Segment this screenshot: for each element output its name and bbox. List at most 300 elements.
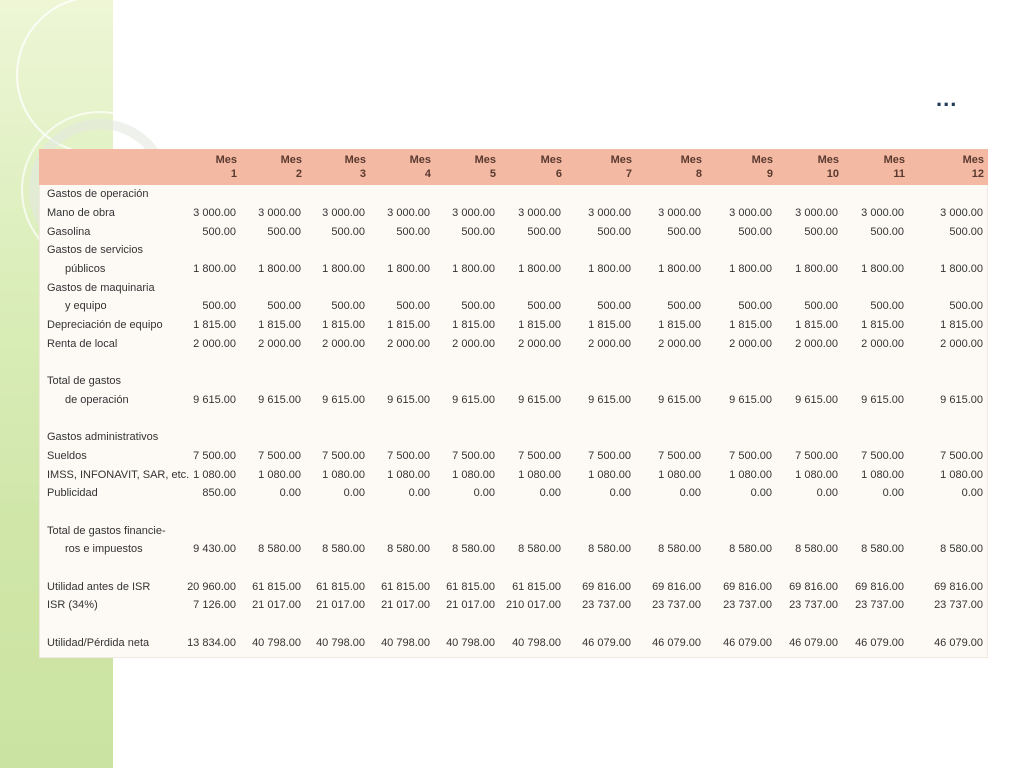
table-cell: 0.00	[750, 487, 772, 500]
table-cell	[706, 428, 777, 447]
table-cell	[777, 428, 843, 447]
table-cell	[843, 428, 909, 447]
table-cell: 1 080.00	[658, 468, 701, 481]
table-cell: 1 800.00	[588, 263, 631, 276]
table-cell: 3 000.00	[387, 207, 430, 220]
table-cell: 2 000.00	[940, 337, 983, 350]
expenses-table	[39, 149, 988, 652]
table-cell	[500, 503, 566, 522]
table-cell: 500.00	[527, 300, 561, 313]
table-cell: 1 800.00	[795, 263, 838, 276]
table-cell	[370, 241, 435, 260]
table-cell: 61 815.00	[252, 580, 301, 593]
table-cell: 8 580.00	[940, 543, 983, 556]
table-cell: 500.00	[331, 225, 365, 238]
row-label	[39, 503, 179, 522]
table-cell: 500.00	[396, 300, 430, 313]
month-header-label: Mes	[215, 154, 237, 166]
table-row	[39, 335, 988, 354]
table-cell	[179, 185, 241, 204]
table-cell: 8 580.00	[729, 543, 772, 556]
table-cell: 0.00	[279, 487, 301, 500]
table-cell	[909, 278, 988, 297]
table-cell: 3 000.00	[658, 207, 701, 220]
table-cell	[179, 278, 241, 297]
table-cell	[566, 353, 636, 372]
table-row	[39, 278, 988, 297]
table-cell: 8 580.00	[658, 543, 701, 556]
table-cell: 46 079.00	[789, 636, 838, 649]
row-label: Depreciación de equipo	[47, 319, 163, 332]
table-cell: 8 580.00	[861, 543, 904, 556]
table-cell	[306, 241, 370, 260]
month-header-label: Mes	[409, 154, 431, 166]
table-cell	[777, 521, 843, 540]
table-cell	[370, 559, 435, 578]
month-header	[306, 149, 370, 185]
table-cell: 8 580.00	[322, 543, 365, 556]
table-cell: 61 815.00	[446, 580, 495, 593]
month-header	[706, 149, 777, 185]
table-cell	[636, 278, 706, 297]
table-cell: 7 500.00	[387, 449, 430, 462]
table-cell	[706, 353, 777, 372]
table-cell: 500.00	[597, 225, 631, 238]
table-cell	[500, 409, 566, 428]
table-cell: 500.00	[527, 225, 561, 238]
table-cell	[435, 503, 500, 522]
table-cell	[636, 353, 706, 372]
month-header-number: 12	[971, 168, 984, 180]
table-cell	[179, 559, 241, 578]
table-cell	[241, 241, 306, 260]
table-cell	[306, 278, 370, 297]
row-label	[39, 559, 179, 578]
table-cell: 1 800.00	[452, 263, 495, 276]
table-cell	[909, 241, 988, 260]
table-cell: 23 737.00	[934, 599, 983, 612]
table-cell	[566, 503, 636, 522]
table-cell	[706, 615, 777, 634]
table-cell: 1 815.00	[940, 319, 983, 332]
table-cell: 1 815.00	[452, 319, 495, 332]
table-cell	[370, 503, 435, 522]
table-cell	[306, 372, 370, 391]
table-cell	[370, 521, 435, 540]
table-cell	[179, 503, 241, 522]
table-cell	[306, 353, 370, 372]
table-cell: 40 798.00	[446, 636, 495, 649]
table-cell: 1 800.00	[258, 263, 301, 276]
table-cell	[500, 353, 566, 372]
table-cell: 21 017.00	[252, 599, 301, 612]
table-cell: 9 615.00	[658, 393, 701, 406]
table-cell: 1 080.00	[387, 468, 430, 481]
table-cell	[435, 521, 500, 540]
table-cell: 3 000.00	[588, 207, 631, 220]
table-cell: 3 000.00	[861, 207, 904, 220]
table-cell	[566, 615, 636, 634]
month-header-label: Mes	[540, 154, 562, 166]
table-cell	[706, 559, 777, 578]
table-row	[39, 391, 988, 410]
header-first-col	[39, 149, 179, 185]
table-cell	[636, 185, 706, 204]
table-cell: 500.00	[870, 300, 904, 313]
table-cell	[636, 559, 706, 578]
table-row	[39, 204, 988, 223]
month-header-number: 5	[489, 168, 496, 180]
table-cell: 2 000.00	[658, 337, 701, 350]
table-row	[39, 484, 988, 503]
table-cell: 69 816.00	[652, 580, 701, 593]
table-cell: 69 816.00	[723, 580, 772, 593]
table-cell: 500.00	[949, 225, 983, 238]
month-header	[843, 149, 909, 185]
table-cell: 1 815.00	[795, 319, 838, 332]
table-cell: 20 960.00	[187, 580, 236, 593]
table-cell	[636, 241, 706, 260]
month-header-number: 3	[359, 168, 366, 180]
table-cell	[777, 353, 843, 372]
table-cell: 46 079.00	[934, 636, 983, 649]
table-cell: 7 126.00	[193, 599, 236, 612]
table-cell	[500, 278, 566, 297]
table-cell: 23 737.00	[723, 599, 772, 612]
table-cell: 1 080.00	[729, 468, 772, 481]
table-cell	[909, 372, 988, 391]
row-label	[39, 615, 179, 634]
table-cell: 8 580.00	[518, 543, 561, 556]
table-cell: 3 000.00	[940, 207, 983, 220]
table-cell	[843, 278, 909, 297]
table-cell: 500.00	[597, 300, 631, 313]
table-cell: 3 000.00	[518, 207, 561, 220]
table-row	[39, 185, 988, 204]
table-cell	[241, 353, 306, 372]
month-header-number: 1	[230, 168, 237, 180]
table-cell: 9 615.00	[258, 393, 301, 406]
table-cell	[370, 409, 435, 428]
table-cell	[435, 372, 500, 391]
slide-ellipsis: ...	[936, 86, 958, 111]
table-row	[39, 222, 988, 241]
table-cell: 1 080.00	[588, 468, 631, 481]
table-cell	[777, 372, 843, 391]
table-cell: 210 017.00	[505, 599, 561, 612]
table-cell: 0.00	[408, 487, 430, 500]
table-cell	[435, 241, 500, 260]
table-cell	[435, 278, 500, 297]
table-cell	[500, 559, 566, 578]
month-header	[435, 149, 500, 185]
table-cell	[306, 521, 370, 540]
row-label: ISR (34%)	[47, 599, 98, 612]
table-cell: 9 615.00	[795, 393, 838, 406]
month-header-number: 4	[424, 168, 431, 180]
table-cell	[909, 353, 988, 372]
table-cell: 9 430.00	[193, 543, 236, 556]
table-cell	[566, 521, 636, 540]
row-label: públicos	[65, 263, 106, 276]
row-label	[39, 353, 179, 372]
table-cell	[777, 185, 843, 204]
table-cell: 500.00	[738, 225, 772, 238]
table-cell: 1 800.00	[193, 263, 236, 276]
table-cell	[636, 521, 706, 540]
table-cell: 1 080.00	[452, 468, 495, 481]
table-cell	[909, 409, 988, 428]
row-label	[39, 409, 179, 428]
table-cell	[843, 185, 909, 204]
table-cell: 0.00	[882, 487, 904, 500]
table-cell	[706, 521, 777, 540]
table-row	[39, 409, 988, 428]
month-header-number: 8	[695, 168, 702, 180]
table-cell	[706, 409, 777, 428]
table-cell: 7 500.00	[658, 449, 701, 462]
table-cell	[777, 278, 843, 297]
row-label: Gastos administrativos	[47, 431, 159, 444]
table-cell: 9 615.00	[861, 393, 904, 406]
table-cell	[843, 241, 909, 260]
table-cell	[706, 503, 777, 522]
table-cell	[241, 428, 306, 447]
month-header	[636, 149, 706, 185]
row-label: Gastos de servicios	[47, 244, 143, 257]
table-cell	[435, 185, 500, 204]
month-header	[566, 149, 636, 185]
table-cell: 1 080.00	[193, 468, 236, 481]
month-header-label: Mes	[962, 154, 984, 166]
table-cell	[706, 372, 777, 391]
row-label: Gastos de operación	[47, 188, 149, 201]
month-header-label: Mes	[280, 154, 302, 166]
table-cell	[500, 372, 566, 391]
table-cell	[500, 521, 566, 540]
table-row	[39, 615, 988, 634]
table-cell: 46 079.00	[723, 636, 772, 649]
table-cell: 9 615.00	[518, 393, 561, 406]
table-cell	[241, 615, 306, 634]
table-row	[39, 260, 988, 279]
table-cell	[777, 559, 843, 578]
table-cell	[909, 428, 988, 447]
table-cell	[241, 278, 306, 297]
table-cell	[241, 559, 306, 578]
table-cell	[843, 615, 909, 634]
table-cell: 69 816.00	[789, 580, 838, 593]
table-cell: 500.00	[667, 300, 701, 313]
table-cell	[777, 503, 843, 522]
table-cell: 61 815.00	[381, 580, 430, 593]
table-cell: 40 798.00	[381, 636, 430, 649]
table-cell: 2 000.00	[322, 337, 365, 350]
row-label: Total de gastos	[47, 375, 121, 388]
table-cell	[566, 559, 636, 578]
table-cell	[179, 353, 241, 372]
table-cell	[306, 428, 370, 447]
table-cell	[909, 521, 988, 540]
table-cell: 40 798.00	[512, 636, 561, 649]
table-cell: 21 017.00	[316, 599, 365, 612]
table-row	[39, 465, 988, 484]
table-cell	[706, 278, 777, 297]
table-cell: 500.00	[202, 225, 236, 238]
table-cell: 1 815.00	[861, 319, 904, 332]
table-cell	[370, 615, 435, 634]
table-cell	[435, 559, 500, 578]
table-cell: 1 080.00	[795, 468, 838, 481]
table-cell	[370, 428, 435, 447]
financial-table-image	[39, 149, 988, 658]
month-header-label: Mes	[680, 154, 702, 166]
month-header-number: 2	[295, 168, 302, 180]
table-cell	[435, 353, 500, 372]
table-cell	[566, 372, 636, 391]
table-cell: 69 816.00	[855, 580, 904, 593]
table-cell	[909, 559, 988, 578]
row-label: Sueldos	[47, 449, 87, 462]
table-cell: 1 815.00	[658, 319, 701, 332]
table-body	[39, 185, 988, 652]
table-row	[39, 297, 988, 316]
table-cell: 1 815.00	[322, 319, 365, 332]
table-cell: 1 815.00	[258, 319, 301, 332]
table-cell	[500, 185, 566, 204]
table-cell: 1 800.00	[322, 263, 365, 276]
table-row	[39, 503, 988, 522]
table-cell	[566, 241, 636, 260]
table-cell	[306, 185, 370, 204]
table-cell: 7 500.00	[193, 449, 236, 462]
table-cell: 2 000.00	[795, 337, 838, 350]
table-cell: 7 500.00	[588, 449, 631, 462]
month-header	[500, 149, 566, 185]
month-header-label: Mes	[751, 154, 773, 166]
table-cell	[636, 409, 706, 428]
table-cell: 1 800.00	[658, 263, 701, 276]
row-label: Utilidad antes de ISR	[47, 580, 151, 593]
month-header	[179, 149, 241, 185]
table-cell: 2 000.00	[729, 337, 772, 350]
table-cell: 3 000.00	[322, 207, 365, 220]
table-cell	[179, 241, 241, 260]
table-cell	[636, 503, 706, 522]
table-cell: 3 000.00	[729, 207, 772, 220]
table-cell	[435, 409, 500, 428]
table-cell	[566, 428, 636, 447]
table-cell: 1 815.00	[193, 319, 236, 332]
table-cell	[843, 559, 909, 578]
month-header-label: Mes	[883, 154, 905, 166]
table-cell	[306, 559, 370, 578]
table-cell: 9 615.00	[387, 393, 430, 406]
table-cell	[241, 185, 306, 204]
table-cell: 8 580.00	[452, 543, 495, 556]
table-cell: 500.00	[331, 300, 365, 313]
table-cell: 61 815.00	[512, 580, 561, 593]
month-header-label: Mes	[344, 154, 366, 166]
table-cell: 9 615.00	[940, 393, 983, 406]
table-row	[39, 428, 988, 447]
table-cell	[566, 409, 636, 428]
month-header-label: Mes	[474, 154, 496, 166]
table-cell: 1 080.00	[940, 468, 983, 481]
table-cell: 1 815.00	[518, 319, 561, 332]
table-cell: 1 080.00	[518, 468, 561, 481]
table-cell: 8 580.00	[588, 543, 631, 556]
table-cell: 13 834.00	[187, 636, 236, 649]
table-cell	[843, 372, 909, 391]
table-cell: 3 000.00	[795, 207, 838, 220]
table-cell	[636, 372, 706, 391]
table-row	[39, 634, 988, 653]
table-row	[39, 316, 988, 335]
row-label: Utilidad/Pérdida neta	[47, 636, 150, 649]
month-header-label: Mes	[610, 154, 632, 166]
table-cell: 500.00	[870, 225, 904, 238]
table-cell	[566, 185, 636, 204]
row-label: ros e impuestos	[65, 543, 143, 556]
table-cell: 500.00	[804, 300, 838, 313]
table-row	[39, 372, 988, 391]
table-cell	[636, 615, 706, 634]
month-header-number: 11	[893, 168, 905, 180]
table-cell: 1 800.00	[518, 263, 561, 276]
table-cell	[843, 503, 909, 522]
table-cell: 69 816.00	[582, 580, 631, 593]
table-cell	[843, 409, 909, 428]
table-cell: 1 080.00	[861, 468, 904, 481]
table-cell	[179, 372, 241, 391]
table-cell: 850.00	[202, 487, 236, 500]
row-label: Total de gastos financie-	[47, 524, 166, 537]
table-cell	[241, 372, 306, 391]
table-cell: 46 079.00	[855, 636, 904, 649]
table-cell	[843, 353, 909, 372]
table-cell: 7 500.00	[258, 449, 301, 462]
table-cell: 46 079.00	[582, 636, 631, 649]
table-cell: 8 580.00	[795, 543, 838, 556]
table-cell	[566, 278, 636, 297]
row-label: Gasolina	[47, 225, 91, 238]
table-row	[39, 447, 988, 466]
table-cell: 7 500.00	[518, 449, 561, 462]
table-cell: 8 580.00	[387, 543, 430, 556]
table-cell: 0.00	[679, 487, 701, 500]
table-cell: 1 800.00	[729, 263, 772, 276]
table-cell: 2 000.00	[861, 337, 904, 350]
table-cell	[500, 615, 566, 634]
table-cell	[843, 521, 909, 540]
month-header	[909, 149, 988, 185]
row-label: de operación	[65, 393, 129, 406]
table-cell	[179, 521, 241, 540]
table-cell: 1 800.00	[861, 263, 904, 276]
table-cell	[370, 372, 435, 391]
table-cell: 23 737.00	[789, 599, 838, 612]
table-cell: 500.00	[461, 225, 495, 238]
table-cell: 500.00	[396, 225, 430, 238]
table-cell: 2 000.00	[387, 337, 430, 350]
table-cell	[777, 615, 843, 634]
table-row	[39, 353, 988, 372]
month-header-label: Mes	[817, 154, 839, 166]
table-cell: 40 798.00	[252, 636, 301, 649]
table-cell: 7 500.00	[861, 449, 904, 462]
table-cell: 46 079.00	[652, 636, 701, 649]
